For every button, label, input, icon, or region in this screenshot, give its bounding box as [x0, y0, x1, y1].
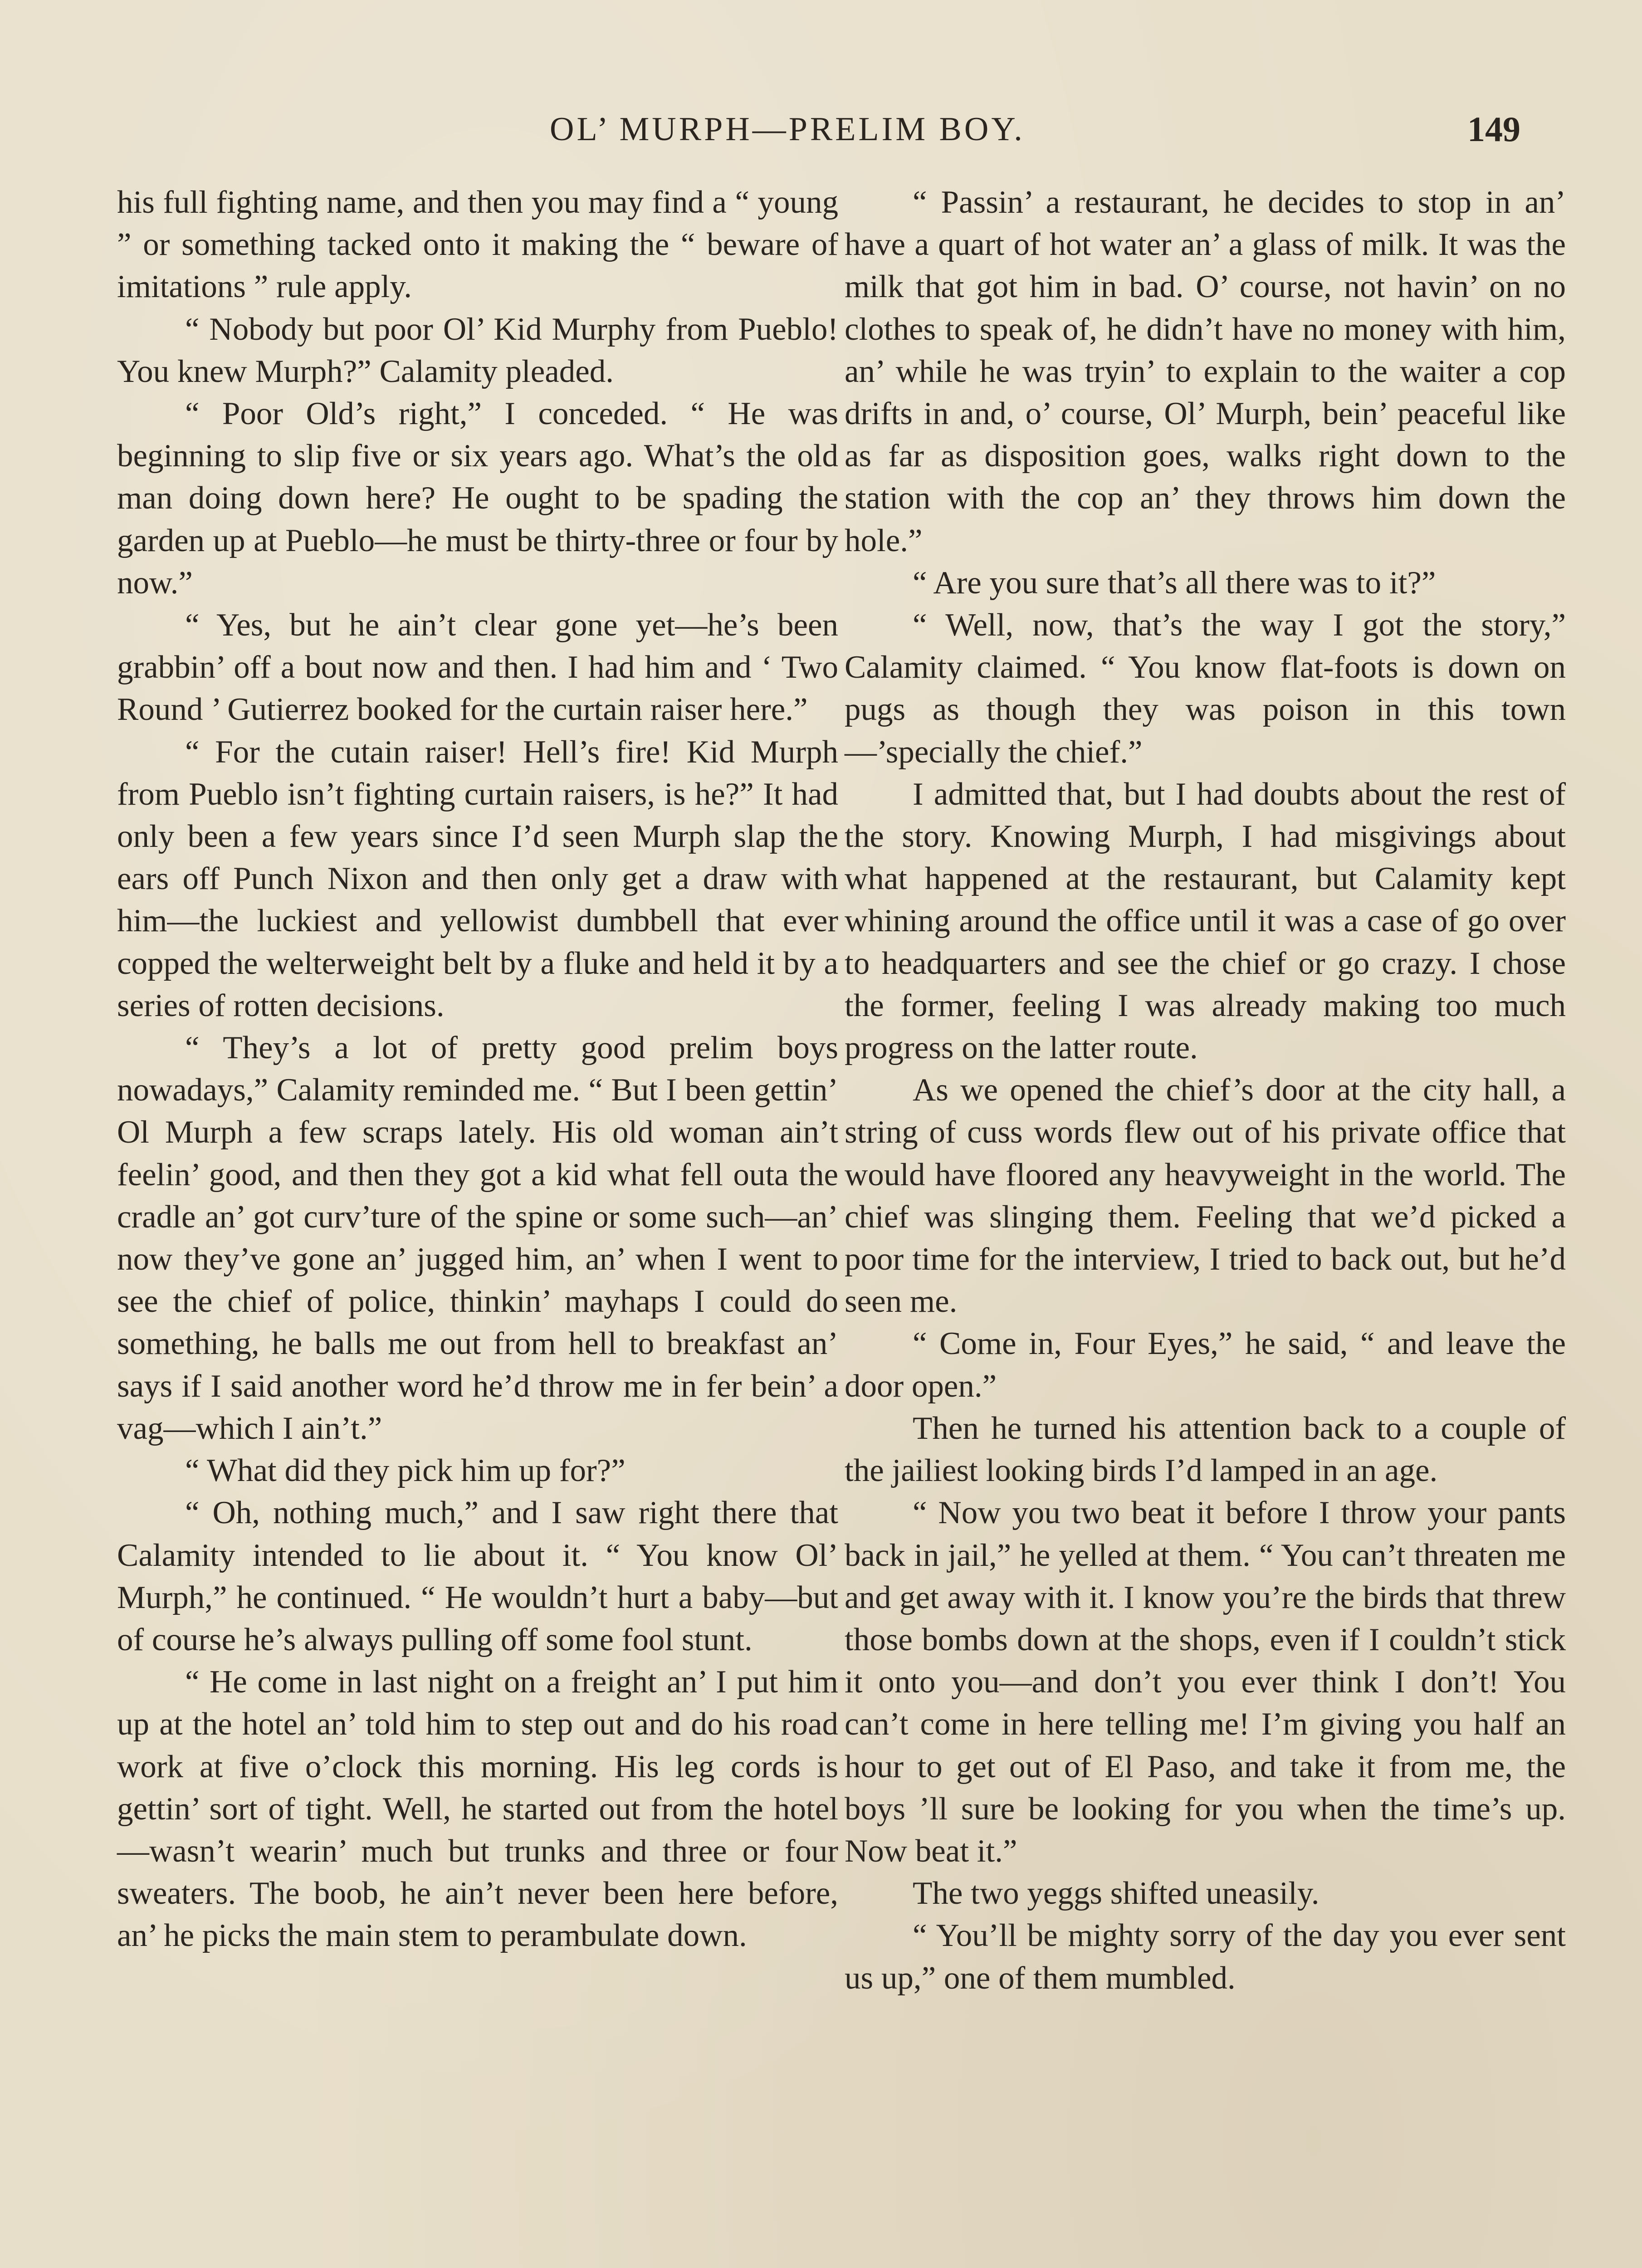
paragraph: “ Yes, but he ain’t clear gone yet—he’s been grabbin’ off a bout now and then. I had him and ‘ Two Round ’ Gutierrez booked for the curtain raiser here.” [117, 607, 838, 728]
paragraph: “ What did they pick him up for?” [185, 1453, 626, 1489]
paragraph: his full fighting name, and then you may find a “ young ” or something tacked onto it making the “ beware of imitations ” rule apply. [117, 185, 838, 305]
paragraph: I admitted that, but I had doubts about the rest of the story. Knowing Murph, I had misgivings about what happened at the restaurant, but Calamity kept whining around the office until it was a case of go over to headquarters and see the chief or go crazy. I chose the former, feeling I was already making too much progress on the latter route. [845, 776, 1566, 1066]
paragraph: “ Well, now, that’s the way I got the story,” Calamity claimed. “ You know flat-foots is down on pugs as though they was poison in this town—’specially the chief.” [845, 607, 1566, 770]
paragraph: “ Now you two beat it before I throw your pants back in jail,” he yelled at them. “ You can’t threaten me and get away with it. I know you’re the birds that threw those bombs down at the shops, even if I couldn’t stick it onto you—and don’t you ever think I don’t! You can’t come in here telling me! I’m giving you half an hour to get out of El Paso, and take it from me, the boys ’ll sure be looking for you when the time’s up. Now beat it.” [845, 1495, 1566, 1869]
paragraph: “ They’s a lot of pretty good prelim boys nowadays,” Calamity reminded me. “ But I been gettin’ Ol Murph a few scraps lately. His old woman ain’t feelin’ good, and then they got a kid what fell outa the cradle an’ got curv’ture of the spine or some such—an’ now they’ve gone an’ jugged him, an’ when I went to see the chief of police, thinkin’ mayhaps I could do something, he balls me out from hell to breakfast an’ says if I said another word he’d throw me in fer bein’ a vag—which I ain’t.” [117, 1030, 838, 1446]
right-column [845, 181, 1566, 1999]
paragraph: “ Come in, Four Eyes,” he said, “ and leave the door open.” [845, 1326, 1566, 1404]
left-column [117, 181, 838, 1957]
running-head: OL’ MURPH—PRELIM BOY. [550, 111, 1025, 148]
paragraph: The two yeggs shifted uneasily. [913, 1876, 1319, 1911]
paragraph: “ Oh, nothing much,” and I saw right there that Calamity intended to lie about it. “ You know Ol’ Murph,” he continued. “ He wouldn’t hurt a baby—but of course he’s always pulling off some fool stunt. [117, 1495, 838, 1657]
paragraph: “ Passin’ a restaurant, he decides to stop in an’ have a quart of hot water an’ a glass of milk. It was the milk that got him in bad. O’ course, not havin’ on no clothes to speak of, he didn’t have no money with him, an’ while he was tryin’ to explain to the waiter a cop drifts in and, o’ course, Ol’ Murph, bein’ peaceful like as far as disposition goes, walks right down to the station with the cop an’ they throws him down the hole.” [845, 185, 1566, 558]
paragraph: Then he turned his attention back to a couple of the jailiest looking birds I’d lamped in an age. [845, 1410, 1566, 1489]
paragraph: “ Nobody but poor Ol’ Kid Murphy from Pueblo! You knew Murph?” Calamity pleaded. [117, 311, 838, 389]
paragraph: As we opened the chief’s door at the city hall, a string of cuss words flew out of his private office that would have floored any heavyweight in the world. The chief was slinging them. Feeling that we’d picked a poor time for the interview, I tried to back out, but he’d seen me. [845, 1072, 1566, 1320]
paragraph: “ He come in last night on a freight an’ I put him up at the hotel an’ told him to step out and do his road work at five o’clock this morning. His leg cords is gettin’ sort of tight. Well, he started out from the hotel—wasn’t wearin’ much but trunks and three or four sweaters. The boob, he ain’t never been here before, an’ he picks the main stem to perambulate down. [117, 1664, 838, 1954]
paragraph: “ You’ll be mighty sorry of the day you ever sent us up,” one of them mumbled. [845, 1918, 1566, 1996]
paragraph: “ Are you sure that’s all there was to it?” [913, 565, 1436, 601]
paragraph: “ For the cutain raiser! Hell’s fire! Kid Murph from Pueblo isn’t fighting curtain raisers, is he?” It had only been a few years since I’d seen Murph slap the ears off Punch Nixon and then only get a draw with him—the luckiest and yellowist dumbbell that ever copped the welterweight belt by a fluke and held it by a series of rotten decisions. [117, 734, 838, 1023]
page-header [0, 104, 1642, 154]
paragraph: “ Poor Old’s right,” I conceded. “ He was beginning to slip five or six years ago. What’s the old man doing down here? He ought to be spading the garden up at Pueblo—he must be thirty-three or four by now.” [117, 396, 838, 601]
page-number: 149 [1467, 109, 1520, 149]
